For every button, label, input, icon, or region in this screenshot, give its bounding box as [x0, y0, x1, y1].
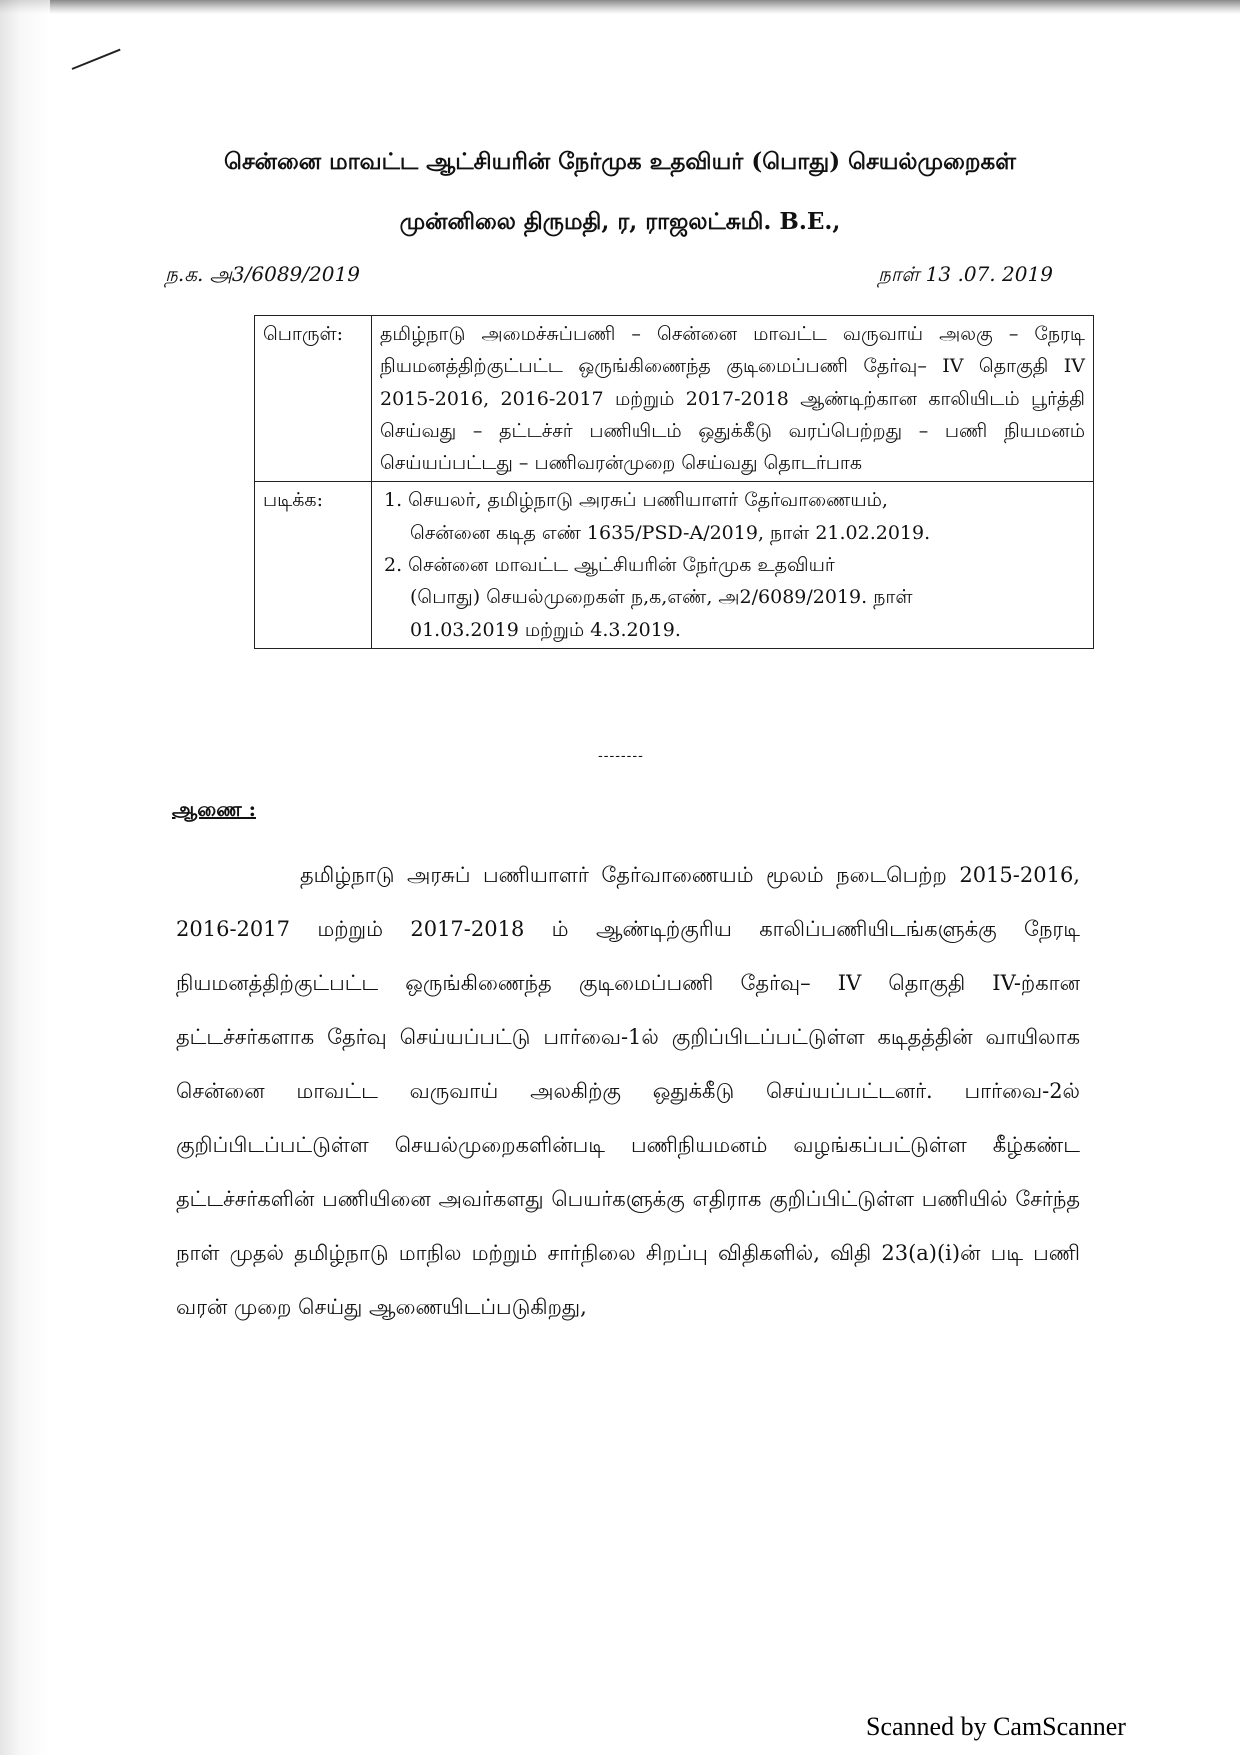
subject-text: தமிழ்நாடு அமைச்சுப்பணி – சென்னை மாவட்ட வருவாய் அலகு – நேரடி நியமனத்திற்குட்பட்ட ஒருங்கிணைந்த குடிமைப்பணி தேர்வு– IV தொகுதி IV 2015-2016, 2016-2017 மற்றும் 2017-2018 ஆண்டிற்கான காலியிடம் பூர்த்தி செய்வது – தட்டச்சர் பணியிடம் ஒதுக்கீடு வரப்பெற்றது – பணி நியமனம் செய்யப்பட்டது – பணிவரன்முறை செய்வது தொடர்பாக	[372, 316, 1094, 482]
subject-label: பொருள்:	[255, 316, 372, 482]
reference-item-1	[384, 484, 1085, 549]
reference-2-line-3: 01.03.2019 மற்றும் 4.3.2019.	[410, 618, 681, 641]
camscanner-watermark: Scanned by CamScanner	[866, 1712, 1126, 1741]
read-label: படிக்க:	[255, 482, 372, 648]
read-row	[255, 482, 1094, 648]
subject-row	[255, 316, 1094, 482]
reference-1-line-2: சென்னை கடித எண் 1635/PSD-A/2019, நாள் 21.02.2019.	[410, 521, 931, 544]
subject-table	[254, 315, 1094, 649]
reference-2-line-1: 2. சென்னை மாவட்ட ஆட்சியரின் நேர்முக உதவியர்	[384, 554, 835, 577]
reference-1-line-1: 1. செயலர், தமிழ்நாடு அரசுப் பணியாளர் தேர்வாணையம்,	[384, 489, 888, 512]
file-number: ந.க. அ3/6089/2019	[165, 262, 360, 286]
scan-edge-top	[0, 0, 1240, 14]
order-body: தமிழ்நாடு அரசுப் பணியாளர் தேர்வாணையம் மூலம் நடைபெற்ற 2015-2016, 2016-2017 மற்றும் 2017-2018 ம் ஆண்டிற்குரிய காலிப்பணியிடங்களுக்கு நேரடி நியமனத்திற்குட்பட்ட ஒருங்கிணைந்த குடிமைப்பணி தேர்வு– IV தொகுதி IV-ற்கான தட்டச்சர்களாக தேர்வு செய்யப்பட்டு பார்வை-1ல் குறிப்பிடப்பட்டுள்ள கடிதத்தின் வாயிலாக சென்னை மாவட்ட வருவாய் அலகிற்கு ஒதுக்கீடு செய்யப்பட்டனர். பார்வை-2ல் குறிப்பிடப்பட்டுள்ள செயல்முறைகளின்படி பணிநியமனம் வழங்கப்பட்டுள்ள கீழ்கண்ட தட்டச்சர்களின் பணியினை அவர்களது பெயர்களுக்கு எதிராக குறிப்பிட்டுள்ள பணியில் சேர்ந்த நாள் முதல் தமிழ்நாடு மாநில மற்றும் சார்நிலை சிறப்பு விதிகளில், விதி 23(a)(i)ன் படி பணி வரன் முறை செய்து ஆணையிடப்படுகிறது,	[176, 863, 1080, 1319]
document-date: நாள் 13 .07. 2019	[878, 262, 1053, 286]
references-cell	[372, 482, 1094, 648]
separator: --------	[598, 748, 644, 764]
reference-2-line-2: (பொது) செயல்முறைகள் ந,க,எண், அ2/6089/2019. நாள்	[410, 586, 913, 609]
scan-edge-left	[0, 0, 50, 1755]
order-title: ஆணை :	[172, 797, 257, 821]
pen-mark	[72, 49, 121, 70]
document-title: சென்னை மாவட்ட ஆட்சியரின் நேர்முக உதவியர் (பொது) செயல்முறைகள்	[224, 148, 1016, 175]
reference-item-2	[384, 549, 1085, 646]
presiding-officer: முன்னிலை திருமதி, ர, ராஜலட்சுமி. B.E.,	[399, 208, 841, 235]
